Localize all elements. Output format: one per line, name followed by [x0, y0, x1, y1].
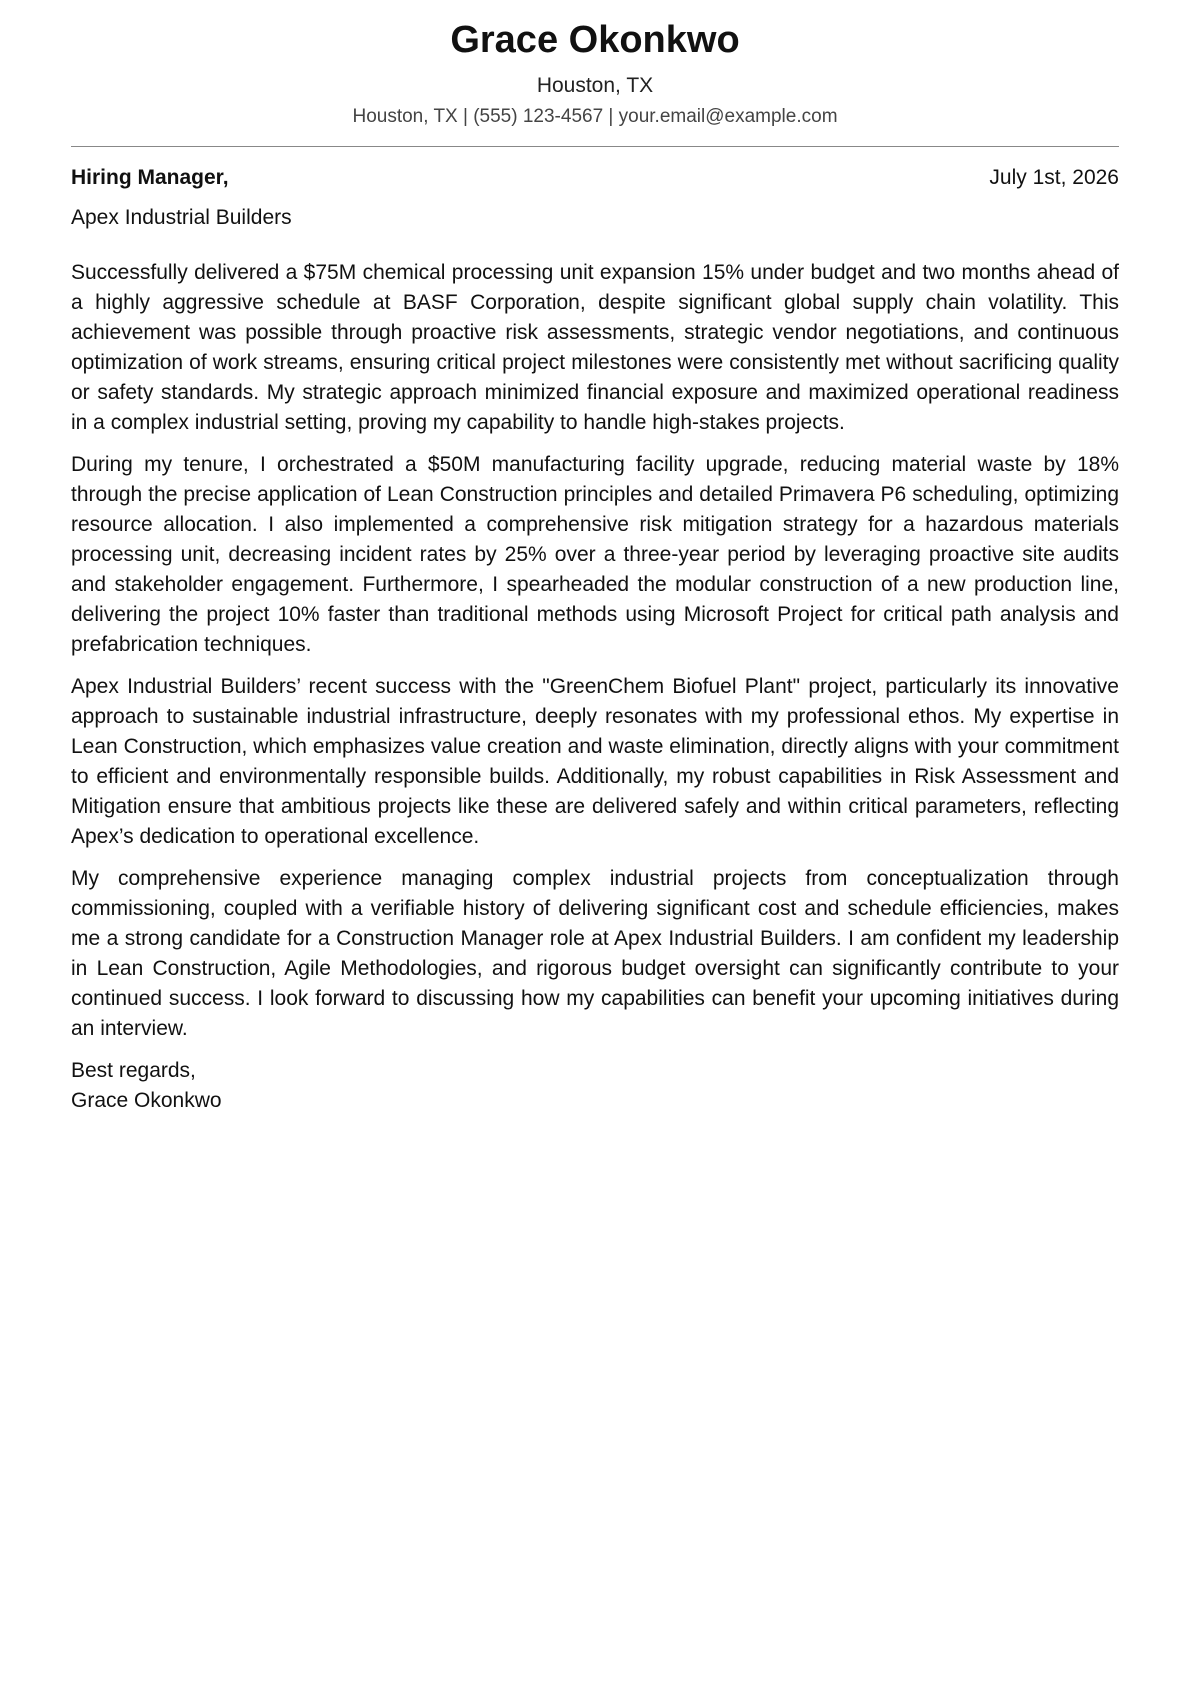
- body-paragraph-3: Apex Industrial Builders’ recent success with the "GreenChem Biofuel Plant" project, particularly its innovative approach to sustainable industrial infrastructure, deeply resonates with my professional ethos. My expertise in Lean Construction, which emphasizes value creation and waste elimination, directly aligns with your commitment to efficient and environmentally responsible builds. Additionally, my robust capabilities in Risk Assessment and Mitigation ensure that ambitious projects like these are delivered safely and within critical parameters, reflecting Apex’s dedication to operational excellence.: [71, 675, 1119, 848]
- letter-header: [71, 0, 1119, 130]
- body-paragraph-2: During my tenure, I orchestrated a $50M manufacturing facility upgrade, reducing material waste by 18% through the precise application of Lean Construction principles and detailed Primavera P6 scheduling, optimizing resource allocation. I also implemented a comprehensive risk mitigation strategy for a hazardous materials processing unit, decreasing incident rates by 25% over a three-year period by leveraging proactive site audits and stakeholder engagement. Furthermore, I spearheaded the modular construction of a new production line, delivering the project 10% faster than traditional methods using Microsoft Project for critical path analysis and prefabrication techniques.: [71, 453, 1119, 656]
- closing-phrase: Best regards,: [71, 1059, 196, 1082]
- header-divider: [71, 146, 1119, 147]
- signature-name: Grace Okonkwo: [71, 1089, 222, 1112]
- body-paragraph-4: My comprehensive experience managing complex industrial projects from conceptualization through commissioning, coupled with a verifiable history of delivering significant cost and schedule efficiencies, makes me a strong candidate for a Construction Manager role at Apex Industrial Builders. I am confident my leadership in Lean Construction, Agile Methodologies, and rigorous budget oversight can significantly contribute to your continued success. I look forward to discussing how my capabilities can benefit your upcoming initiatives during an interview.: [71, 867, 1119, 1040]
- letter-closing: [71, 1056, 1119, 1116]
- applicant-location: Houston, TX: [536, 74, 654, 97]
- recipient-company: Apex Industrial Builders: [71, 206, 292, 229]
- recipient-salutation: Hiring Manager,: [71, 166, 229, 189]
- letter-date: July 1st, 2026: [989, 166, 1119, 189]
- recipient-date-row: [71, 163, 1119, 193]
- body-paragraph-1: Successfully delivered a $75M chemical processing unit expansion 15% under budget and two months ahead of a highly aggressive schedule at BASF Corporation, despite significant global supply chain volatility. This achievement was possible through proactive risk assessments, strategic vendor negotiations, and continuous optimization of work streams, ensuring critical project milestones were consistently met without sacrificing quality or safety standards. My strategic approach minimized financial exposure and maximized operational readiness in a complex industrial setting, proving my capability to handle high-stakes projects.: [71, 261, 1119, 434]
- letter-body: [71, 258, 1119, 1044]
- contact-line: Houston, TX | (555) 123-4567 | your.email@example.com: [352, 106, 838, 127]
- applicant-name: Grace Okonkwo: [450, 19, 740, 61]
